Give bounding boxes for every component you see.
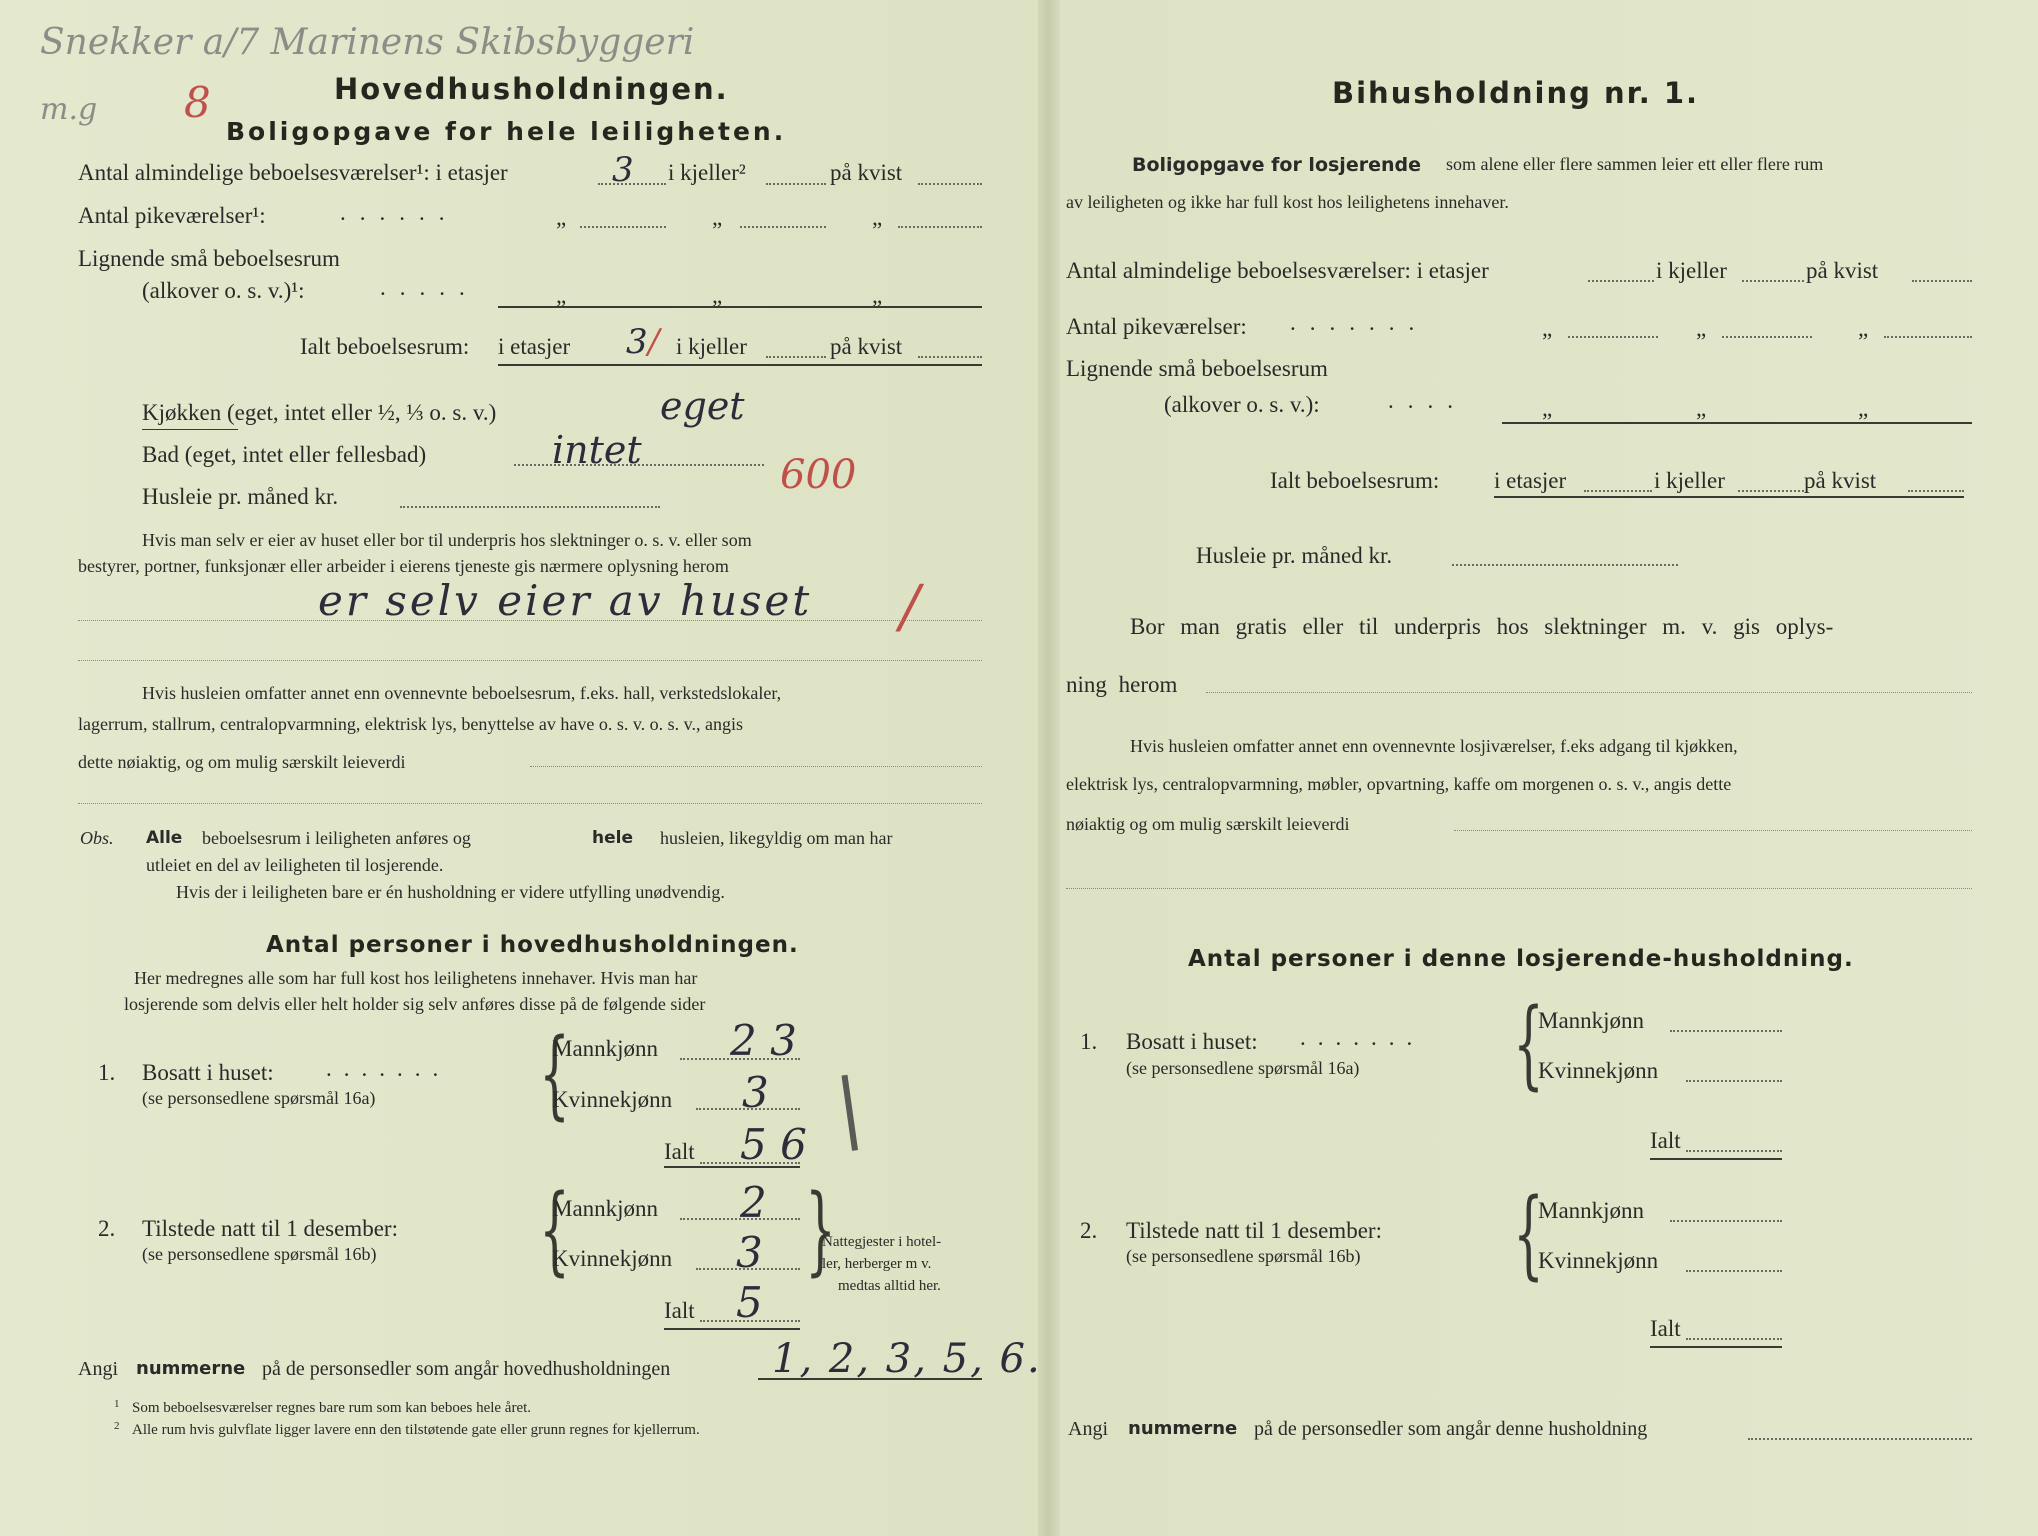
alcoves-dots: ..... — [380, 275, 479, 300]
intro-text-2: av leiligheten og ikke har full kost hos leilighetens innehaver. — [1066, 192, 1509, 212]
household-number-annotation: 8 — [184, 78, 211, 127]
rooms-etasjer-value[interactable]: 3 — [612, 150, 634, 190]
obs-text-3: utleiet en del av leiligheten til losjerende. — [146, 855, 444, 875]
q1-brace: { — [539, 1018, 570, 1130]
bath-label: Bad (eget, intet eller fellesbad) — [142, 442, 427, 467]
total-etasjer-label: i etasjer — [498, 334, 571, 359]
q1-mark: | — [829, 1060, 868, 1153]
q2-note-2: ler, herberger m v. — [822, 1256, 932, 1272]
rent-label: Husleie pr. måned kr. — [142, 484, 339, 509]
q2-female-label: Kvinnekjønn — [552, 1246, 673, 1271]
q2-note-1: Nattegjester i hotel- — [822, 1234, 942, 1250]
alcoves-label: (alkover o. s. v.)¹: — [142, 278, 305, 303]
ditto-3: „ — [872, 205, 883, 230]
footnote-2-number: 2 — [114, 1420, 120, 1432]
total-etasjer-value[interactable]: 3 — [626, 322, 648, 362]
q2-close-brace: } — [805, 1174, 836, 1286]
r-q1-female-label: Kvinnekjønn — [1538, 1058, 1659, 1083]
q2-total-label: Ialt — [664, 1298, 695, 1323]
r-q1-number: 1. — [1080, 1029, 1098, 1054]
total-kvist-label: på kvist — [830, 334, 903, 359]
q2-total-value[interactable]: 5 — [736, 1278, 763, 1327]
main-household-subtitle: Boligopgave for hele leiligheten. — [226, 117, 787, 146]
rooms-label: Antal almindelige beboelsesværelser¹: i etasjer — [78, 160, 508, 185]
r-gratis-text-1: Bor man gratis eller til underpris hos slektninger m. v. gis oplys- — [1130, 614, 1834, 639]
q2-male-label: Mannkjønn — [552, 1196, 659, 1221]
sub-household-title: Bihusholdning nr. 1. — [1332, 76, 1700, 110]
rooms-kjeller-label: i kjeller² — [668, 160, 746, 185]
angi-label: Angi — [78, 1358, 118, 1380]
r-rooms-kjeller: i kjeller — [1656, 258, 1727, 283]
q2-note-3: medtas alltid her. — [838, 1278, 941, 1294]
r-maid-label: Antal pikeværelser: — [1066, 314, 1247, 339]
ditto-5: „ — [712, 283, 723, 308]
obs-text-4: Hvis der i leiligheten bare er én husholdning er videre utfylling unødvendig. — [176, 882, 725, 902]
q2-number: 2. — [98, 1216, 116, 1241]
r-q1-brace: { — [1513, 988, 1544, 1100]
q2-label: Tilstede natt til 1 desember: — [142, 1216, 398, 1241]
bath-value[interactable]: intet — [552, 428, 642, 472]
r-alcoves-label: (alkover o. s. v.): — [1164, 392, 1320, 417]
r-q2-sub: (se personsedlene spørsmål 16b) — [1126, 1246, 1361, 1266]
owner-value[interactable]: er selv eier av huset — [318, 576, 813, 625]
q1-total-value[interactable]: 5 6 — [740, 1120, 807, 1169]
includes-text-2: lagerrum, stallrum, centralopvarmning, elektrisk lys, benyttelse av have o. s. v. o. s. v., angis — [78, 714, 744, 734]
angi-nummerne: nummerne — [136, 1358, 246, 1379]
persons-text-2: losjerende som delvis eller helt holder sig selv anføres disse på de følgende sider — [124, 994, 706, 1014]
r-ditto-1: „ — [1542, 316, 1553, 341]
r-angi-nummerne: nummerne — [1128, 1418, 1238, 1439]
r-q1-dots: ....... — [1300, 1025, 1425, 1050]
q1-number: 1. — [98, 1060, 116, 1085]
q2-brace: { — [539, 1174, 570, 1286]
q1-male-value[interactable]: 2 3 — [730, 1016, 797, 1065]
kitchen-value[interactable]: eget — [660, 384, 745, 428]
r-ditto-4: „ — [1542, 396, 1553, 421]
r-q1-label: Bosatt i huset: — [1126, 1029, 1258, 1054]
obs-alle: Alle — [146, 828, 183, 848]
angi-value[interactable]: 1, 2, 3, 5, 6. — [772, 1336, 1042, 1382]
r-q2-female-label: Kvinnekjønn — [1538, 1248, 1659, 1273]
ditto-1: „ — [556, 205, 567, 230]
ditto-4: „ — [556, 283, 567, 308]
maid-rooms-dots: ...... — [340, 200, 459, 225]
footnote-1: Som beboelsesværelser regnes bare rum som kan beboes hele året. — [132, 1400, 532, 1416]
r-gratis-text-2: ning herom — [1066, 672, 1178, 697]
r-q2-total-label: Ialt — [1650, 1316, 1681, 1341]
r-q2-brace: { — [1513, 1178, 1544, 1290]
r-rooms-label: Antal almindelige beboelsesværelser: i etasjer — [1066, 258, 1489, 283]
page-fold — [1038, 0, 1060, 1536]
includes-text-3: dette nøiaktig, og om mulig særskilt leieverdi — [78, 752, 406, 772]
r-alcoves-dots: .... — [1388, 388, 1467, 413]
occupation-annotation: Snekker a/7 Marinens Skibsbyggeri — [40, 22, 695, 63]
r-angi-text: på de personsedler som angår denne husholdning — [1254, 1418, 1648, 1440]
maid-rooms-label: Antal pikeværelser¹: — [78, 203, 266, 228]
owner-text-2: bestyrer, portner, funksjonær eller arbeider i eierens tjeneste gis nærmere oplysning herom — [78, 556, 729, 576]
total-rooms-label: Ialt beboelsesrum: — [300, 334, 470, 359]
kitchen-label: Kjøkken (eget, intet eller ½, ⅓ o. s. v.) — [142, 400, 497, 425]
q2-female-value[interactable]: 3 — [736, 1228, 763, 1277]
total-etasjer-check: / — [648, 322, 660, 362]
q1-female-label: Kvinnekjønn — [552, 1087, 673, 1112]
r-total-kvist: på kvist — [1804, 468, 1877, 493]
obs-hele: hele — [592, 828, 633, 848]
r-includes-text-1: Hvis husleien omfatter annet enn ovennevnte losjiværelser, f.eks adgang til kjøkken, — [1130, 736, 1738, 756]
r-ditto-5: „ — [1696, 396, 1707, 421]
q1-total-label: Ialt — [664, 1139, 695, 1164]
includes-text-1: Hvis husleien omfatter annet enn ovennevnte beboelsesrum, f.eks. hall, verkstedslokaler, — [142, 683, 782, 703]
owner-text-1: Hvis man selv er eier av huset eller bor til underpris hos slektninger o. s. v. eller som — [142, 530, 752, 550]
q1-female-value[interactable]: 3 — [742, 1068, 769, 1117]
r-total-kjeller: i kjeller — [1654, 468, 1725, 493]
footnote-1-number: 1 — [114, 1398, 120, 1410]
r-persons-title: Antal personer i denne losjerende-husholdning. — [1188, 946, 1854, 972]
q1-dots: ....... — [326, 1056, 451, 1081]
r-small-rooms-label: Lignende små beboelsesrum — [1066, 356, 1328, 381]
r-ditto-6: „ — [1858, 396, 1869, 421]
main-household-title: Hovedhusholdningen. — [334, 72, 729, 106]
r-maid-dots: ....... — [1290, 310, 1429, 335]
r-total-etasjer: i etasjer — [1494, 468, 1567, 493]
r-total-label: Ialt beboelsesrum: — [1270, 468, 1440, 493]
owner-check: / — [900, 572, 920, 640]
persons-text-1: Her medregnes alle som har full kost hos leilighetens innehaver. Hvis man har — [134, 968, 698, 988]
small-rooms-label: Lignende små beboelsesrum — [78, 246, 340, 271]
r-q1-total-label: Ialt — [1650, 1128, 1681, 1153]
obs-text-1: beboelsesrum i leiligheten anføres og — [202, 828, 471, 848]
r-includes-text-3: nøiaktig og om mulig særskilt leieverdi — [1066, 814, 1350, 834]
r-ditto-3: „ — [1858, 316, 1869, 341]
q1-male-label: Mannkjønn — [552, 1036, 659, 1061]
r-q1-sub: (se personsedlene spørsmål 16a) — [1126, 1058, 1360, 1078]
rent-value[interactable]: 600 — [780, 452, 857, 498]
q1-label: Bosatt i huset: — [142, 1060, 274, 1085]
q2-sub: (se personsedlene spørsmål 16b) — [142, 1244, 377, 1264]
ditto-6: „ — [872, 283, 883, 308]
ditto-2: „ — [712, 205, 723, 230]
obs-text-2: husleien, likegyldig om man har — [660, 828, 893, 848]
footnote-2: Alle rum hvis gulvflate ligger lavere enn den tilstøtende gate eller grunn regnes for kjellerrum. — [132, 1422, 700, 1438]
r-angi-label: Angi — [1068, 1418, 1108, 1440]
r-q1-male-label: Mannkjønn — [1538, 1008, 1645, 1033]
r-q2-number: 2. — [1080, 1218, 1098, 1243]
rooms-kvist-label: på kvist — [830, 160, 903, 185]
intro-bold: Boligopgave for losjerende — [1132, 154, 1421, 176]
persons-title: Antal personer i hovedhusholdningen. — [266, 932, 799, 958]
angi-text: på de personsedler som angår hovedhusholdningen — [262, 1358, 671, 1380]
r-q2-label: Tilstede natt til 1 desember: — [1126, 1218, 1382, 1243]
q2-male-value[interactable]: 2 — [740, 1178, 767, 1227]
obs-label: Obs. — [80, 828, 114, 848]
r-rent-label: Husleie pr. måned kr. — [1196, 543, 1393, 568]
mg-annotation: m.g — [40, 92, 98, 127]
total-kjeller-label: i kjeller — [676, 334, 747, 359]
r-includes-text-2: elektrisk lys, centralopvarmning, møbler, opvartning, kaffe om morgenen o. s. v., angis dette — [1066, 774, 1732, 794]
r-rooms-kvist: på kvist — [1806, 258, 1879, 283]
r-ditto-2: „ — [1696, 316, 1707, 341]
r-q2-male-label: Mannkjønn — [1538, 1198, 1645, 1223]
intro-text-1: som alene eller flere sammen leier ett eller flere rum — [1446, 154, 1824, 174]
q1-sub: (se personsedlene spørsmål 16a) — [142, 1088, 376, 1108]
